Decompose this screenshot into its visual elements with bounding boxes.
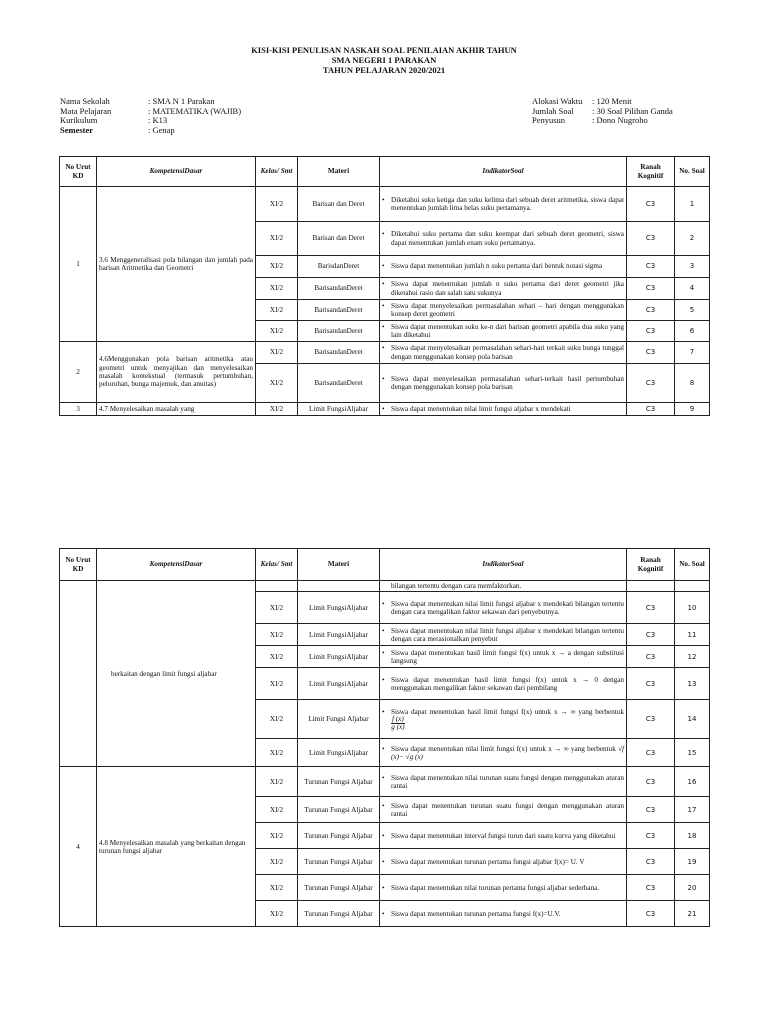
table-row: 2 4.6Menggunakan pola barisan aritmetika atau geometri untuk menyajikan dan menyelesaikan masalah kontekstual (termasuk pertumbuhan, peluruhan, bunga majemuk, dan anuitas) XI/2 BarisandanDeret • Siswa dapat menyelesaikan permasalahan sehari-hari terkait suku bunga tunggal dengan menggunakan konsep pola barisan C3 7 <box>60 342 710 364</box>
table-row: XI/2 Limit FungsiAljabar • Siswa dapat menentukan hasil limit fungsi f(x) untuk x → 0 dengan menggunakan mengalikan faktor sekawan dari pembilang C3 13 <box>60 668 710 700</box>
table-row: 1 3.6 Menggeneralisasi pola bilangan dan jumlah pada barisan Aritmetika dan Geometri XI/2 Barisan dan Deret • Diketahui suku ketiga dan suku kelima dari sebuah deret aritmetika, siswa dapat menentukan jumlah lima belas suku pertamanya. C3 1 <box>60 187 710 222</box>
col-no-urut: No Urut KD <box>60 157 97 187</box>
title-line-3: TAHUN PELAJARAN 2020/2021 <box>322 65 446 75</box>
kd-text: 4.7 Menyelesaikan masalah yang <box>97 403 256 416</box>
table-row: XI/2 Barisan dan Deret • Diketahui suku pertama dan suku keempat dari sebuah deret geometri, siswa dapat menentukan jumlah enam suku pertamanya. C3 2 <box>60 222 710 256</box>
table-row: XI/2 BarisdanDeret • Siswa dapat menentukan jumlah n suku pertama dari bentuk notasi sigma C3 3 <box>60 256 710 278</box>
sqrt-formula: √f (x)− √g (x) <box>391 744 625 761</box>
col-kompetensi-dasar: KompetensiDasar <box>97 157 256 187</box>
kisi-table-2 <box>59 548 710 927</box>
info-row: Kurikulum : K13 <box>60 115 168 125</box>
kd-number: 2 <box>60 342 97 403</box>
info-row: Semester : Genap <box>60 124 175 135</box>
kd-text: 4.8 Menyelesaikan masalah yang berkaitan dengan turunan fungsi aljabar <box>97 767 256 927</box>
table-row: XI/2 Limit FungsiAljabar • Siswa dapat menentukan nilai limit fungsi aljabar x mendekati bilangan tertentu dengan cara merasionalkan penyebut C3 11 <box>60 624 710 646</box>
table-row: XI/2 Limit FungsiAljabar • Siswa dapat menentukan nilai limit fungsi aljabar x mendekati bilangan tertentu dengan cara mengalikan faktor sekawan dari penyebutnya. C3 10 <box>60 592 710 624</box>
fraction-formula: $\frac{f (x)}{g (x)}$ <box>391 715 405 732</box>
kd-number: 4 <box>60 767 97 927</box>
col-no-soal: No. Soal <box>675 157 710 187</box>
table-row: 3 4.7 Menyelesaikan masalah yang XI/2 Limit FungsiAljabar • Siswa dapat menentukan nilai limit fungsi aljabar x mendekati C3 9 <box>60 403 710 416</box>
col-materi: Materi <box>298 157 380 187</box>
col-kompetensi-dasar: KompetensiDasar <box>97 549 256 581</box>
table-header-row <box>60 157 710 187</box>
table-row <box>60 581 710 592</box>
col-indikator: IndikatorSoal <box>380 157 627 187</box>
table-row: XI/2 Turunan Fungsi Aljabar • Siswa dapat menentukan interval fungsi turun dari suatu kurva yang diketahui C3 18 <box>60 823 710 849</box>
col-no-soal: No. Soal <box>675 549 710 581</box>
table-row: 4 4.8 Menyelesaikan masalah yang berkaitan dengan turunan fungsi aljabar XI/2 Turunan Fungsi Aljabar • Siswa dapat menentukan nilai turunan suatu fungsi dengan menggunakan aturan rantai C3 16 <box>60 767 710 797</box>
table-row: XI/2 Turunan Fungsi Aljabar • Siswa dapat menentukan turunan suatu fungsi dengan menggunakan aturan rantai C3 17 <box>60 797 710 823</box>
table-row: XI/2 Turunan Fungsi Aljabar • Siswa dapat menentukan nilai turunan pertama fungsi aljabar sederhana. C3 20 <box>60 875 710 901</box>
col-no-urut: No Urut KD <box>60 549 97 581</box>
info-row: Penyusun : Dono Nugroho <box>532 115 648 125</box>
table-row: XI/2 BarisandanDeret • Siswa dapat menentukan suku ke-n dari barisan geometri apabila dua suku yang lain diketahui C3 6 <box>60 321 710 342</box>
table-row: XI/2 Turunan Fungsi Aljabar • Siswa dapat menentukan turunan pertama fungsi f(x)=U.V. C3 21 <box>60 901 710 927</box>
col-indikator: IndikatorSoal <box>380 549 627 581</box>
info-row: Alokasi Waktu : 120 Menit <box>532 96 632 106</box>
kd-text: 3.6 Menggeneralisasi pola bilangan dan jumlah pada barisan Aritmetika dan Geometri <box>97 187 256 342</box>
indikator-continued: bilangan tertentu dengan cara memfaktorkan. <box>380 581 627 592</box>
table-row: XI/2 Limit Fungsi Aljabar • Siswa dapat menentukan hasil limit fungsi f(x) untuk x → ∞ yang berbentuk $\frac{f (x)}{g (x)}$ C3 14 <box>60 700 710 739</box>
title-line-2: SMA NEGERI 1 PARAKAN <box>331 55 437 65</box>
table-row: XI/2 BarisandanDeret • Siswa dapat menentukan jumlah n suku pertama dari deret geometri jika diketahui rasio dan salah satu sukunya C3 4 <box>60 278 710 300</box>
info-row: Nama Sekolah : SMA N 1 Parakan <box>60 96 215 106</box>
col-kelas: Kelas/ Smt <box>256 549 298 581</box>
kd-text-continued: berkaitan dengan limit fungsi aljabar <box>97 581 256 767</box>
kd-number: 3 <box>60 403 97 416</box>
table-row: XI/2 Limit FungsiAljabar • Siswa dapat menentukan nilai limit fungsi f(x) untuk x → ∞ yang berbentuk √f (x)− √g (x) C3 15 <box>60 739 710 767</box>
info-row: Jumlah Soal : 30 Soal Pilihan Ganda <box>532 105 673 116</box>
table-row: XI/2 Turunan Fungsi Aljabar • Siswa dapat menentukan turunan pertama fungsi aljabar f(x)= U. V C3 19 <box>60 849 710 875</box>
info-right <box>532 97 673 126</box>
info-left <box>60 97 241 135</box>
col-kelas: Kelas/ Smt <box>256 157 298 187</box>
kd-text: 4.6Menggunakan pola barisan aritmetika atau geometri untuk menyajikan dan menyelesaikan masalah kontekstual (termasuk pertumbuhan, peluruhan, bunga majemuk, dan anuitas) <box>97 342 256 403</box>
kisi-table-1 <box>59 156 710 416</box>
table-header-row <box>60 549 710 581</box>
col-materi: Materi <box>298 549 380 581</box>
col-ranah: Ranah Kognitif <box>627 549 675 581</box>
kd-number: 1 <box>60 187 97 342</box>
table-row: XI/2 Limit FungsiAljabar • Siswa dapat menentukan hasil limit fungsi f(x) untuk x → a dengan substitusi langsung C3 12 <box>60 646 710 668</box>
col-ranah: Ranah Kognitif <box>627 157 675 187</box>
table-row: XI/2 BarisandanDeret • Siswa dapat menyelesaikan permasalahan sehari-terkait hasil pertumbuhan dengan menggunakan konsep pola barisan C3 8 <box>60 364 710 403</box>
title-line-1: KISI-KISI PENULISAN NASKAH SOAL PENILAIAN AKHIR TAHUN <box>251 45 517 55</box>
table-row: XI/2 BarisandanDeret • Siswa dapat menyelesaikan permasalahan sehari – hari dengan menggunakan konsep deret geometri C3 5 <box>60 300 710 321</box>
document-title <box>0 45 768 75</box>
info-row: Mata Pelajaran : MATEMATIKA (WAJIB) <box>60 105 242 116</box>
